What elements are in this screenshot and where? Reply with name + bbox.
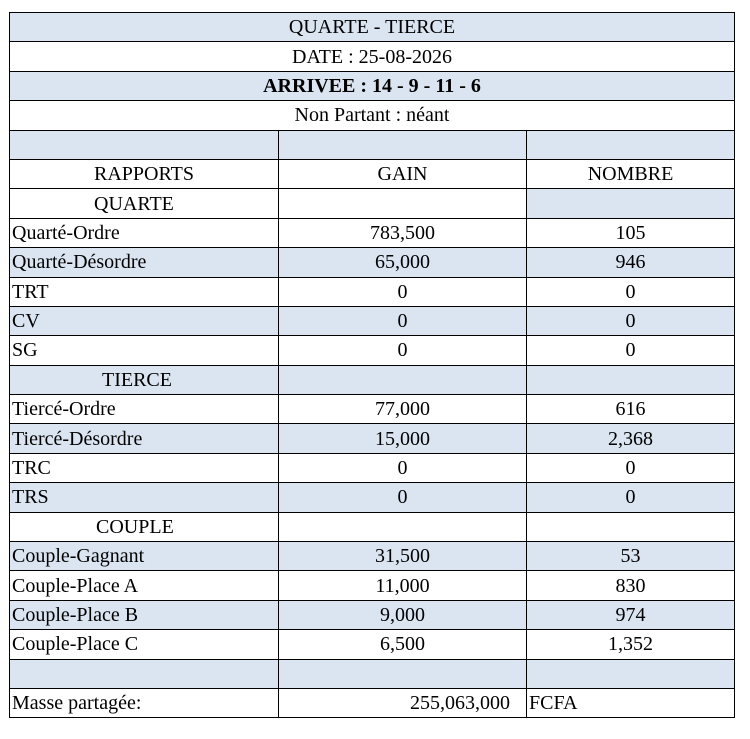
empty-cell: [10, 659, 279, 688]
row-gain: 6,500: [279, 630, 527, 659]
empty-cell: [527, 365, 735, 394]
table-row: [10, 630, 735, 659]
empty-cell: [279, 365, 527, 394]
section-label-couple: COUPLE: [10, 512, 279, 541]
table-row: [10, 600, 735, 629]
row-gain: 0: [279, 277, 527, 306]
row-nombre: 616: [527, 395, 735, 424]
column-header-nombre: NOMBRE: [527, 159, 735, 188]
row-name: Couple-Place B: [10, 600, 279, 629]
section-row-quarte: [10, 189, 735, 218]
non-partant: Non Partant : néant: [10, 101, 735, 130]
row-nombre: 105: [527, 218, 735, 247]
table-row: [10, 395, 735, 424]
section-label-quarte: QUARTE: [10, 189, 279, 218]
row-nombre: 974: [527, 600, 735, 629]
row-nombre: 2,368: [527, 424, 735, 453]
row-nombre: 830: [527, 571, 735, 600]
empty-cell: [527, 512, 735, 541]
row-gain: 783,500: [279, 218, 527, 247]
table-row: [10, 248, 735, 277]
row-nombre: 0: [527, 336, 735, 365]
empty-cell: [10, 130, 279, 159]
row-name: Couple-Place C: [10, 630, 279, 659]
section-row-tierce: [10, 365, 735, 394]
row-nombre: 0: [527, 483, 735, 512]
spacer-row: [10, 130, 735, 159]
table-row: [10, 571, 735, 600]
row-nombre: 0: [527, 277, 735, 306]
table-row: [10, 483, 735, 512]
column-header-gain: GAIN: [279, 159, 527, 188]
row-nombre: 53: [527, 542, 735, 571]
row-name: Couple-Place A: [10, 571, 279, 600]
empty-cell: [279, 512, 527, 541]
row-name: SG: [10, 336, 279, 365]
row-gain: 0: [279, 306, 527, 335]
title-row: [10, 13, 735, 42]
table-row: [10, 277, 735, 306]
results-table: [9, 12, 735, 718]
row-gain: 9,000: [279, 600, 527, 629]
table-row: [10, 453, 735, 482]
column-header-rapports: RAPPORTS: [10, 159, 279, 188]
masse-label: Masse partagée:: [10, 688, 279, 717]
row-gain: 65,000: [279, 248, 527, 277]
row-name: TRT: [10, 277, 279, 306]
column-header-row: [10, 159, 735, 188]
row-nombre: 946: [527, 248, 735, 277]
row-gain: 0: [279, 336, 527, 365]
table-row: [10, 218, 735, 247]
row-gain: 77,000: [279, 395, 527, 424]
section-row-couple: [10, 512, 735, 541]
arrivee-result: ARRIVEE : 14 - 9 - 11 - 6: [10, 71, 735, 100]
spacer-row: [10, 659, 735, 688]
row-gain: 11,000: [279, 571, 527, 600]
non-partant-row: [10, 101, 735, 130]
results-sheet: [9, 12, 734, 718]
empty-cell: [279, 130, 527, 159]
row-name: TRS: [10, 483, 279, 512]
row-name: Quarté-Ordre: [10, 218, 279, 247]
row-name: Tiercé-Ordre: [10, 395, 279, 424]
race-date: DATE : 25-08-2026: [10, 42, 735, 71]
row-nombre: 0: [527, 453, 735, 482]
table-row: [10, 542, 735, 571]
sheet-title: QUARTE - TIERCE: [10, 13, 735, 42]
row-name: Quarté-Désordre: [10, 248, 279, 277]
date-row: [10, 42, 735, 71]
row-name: CV: [10, 306, 279, 335]
section-label-tierce: TIERCE: [10, 365, 279, 394]
table-row: [10, 306, 735, 335]
row-gain: 31,500: [279, 542, 527, 571]
row-nombre: 0: [527, 306, 735, 335]
row-name: TRC: [10, 453, 279, 482]
masse-row: [10, 688, 735, 717]
row-gain: 0: [279, 483, 527, 512]
empty-cell: [527, 130, 735, 159]
masse-value: 255,063,000: [279, 688, 527, 717]
empty-cell: [527, 659, 735, 688]
row-name: Couple-Gagnant: [10, 542, 279, 571]
table-row: [10, 424, 735, 453]
row-gain: 0: [279, 453, 527, 482]
table-row: [10, 336, 735, 365]
row-nombre: 1,352: [527, 630, 735, 659]
row-gain: 15,000: [279, 424, 527, 453]
empty-cell: [279, 189, 527, 218]
currency-label: FCFA: [527, 688, 735, 717]
row-name: Tiercé-Désordre: [10, 424, 279, 453]
arrivee-row: [10, 71, 735, 100]
empty-cell: [279, 659, 527, 688]
empty-cell: [527, 189, 735, 218]
